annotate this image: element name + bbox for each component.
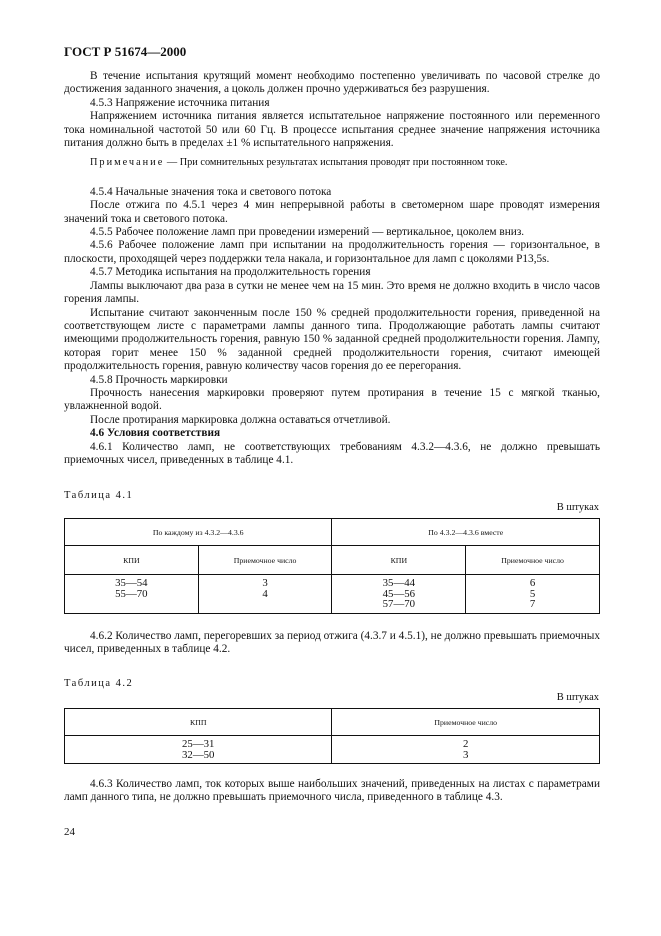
section-4-5-8-heading: 4.5.8 Прочность маркировки bbox=[90, 373, 228, 386]
table-cell: 55—70 bbox=[115, 587, 148, 600]
note-text: — При сомнительных результатах испытания проводят при постоянном токе. bbox=[164, 157, 508, 169]
table-4-1-unit: В штуках bbox=[556, 502, 599, 513]
table-cell: 32—50 bbox=[182, 748, 215, 761]
table-cell: 45—56 bbox=[382, 587, 416, 600]
section-4-5-5: 4.5.5 Рабочее положение ламп при проведении измерений — вертикальное, цоколем вниз. bbox=[90, 226, 525, 239]
page-number: 24 bbox=[64, 826, 75, 838]
table-4-2 bbox=[64, 708, 600, 764]
table-cell: 5 bbox=[529, 587, 536, 600]
table-4-1 bbox=[64, 518, 600, 614]
table-cell: 7 bbox=[529, 598, 536, 610]
table-cell: 35—44 bbox=[382, 577, 416, 589]
table-4-1-right-kpi-cell bbox=[332, 575, 466, 614]
paragraph-marking-legible: После протирания маркировка должна оставаться отчетливой. bbox=[90, 413, 391, 426]
document-header: ГОСТ Р 51674—2000 bbox=[64, 44, 187, 59]
table-4-2-col-kpp: КПП bbox=[65, 709, 332, 736]
paragraph-initial-values: После отжига по 4.5.1 через 4 мин непрерывной работы в светомерном шаре проводят измерения значений тока и светового потока. bbox=[64, 199, 600, 225]
table-4-2-kpp-cell bbox=[65, 736, 332, 764]
table-cell: 25—31 bbox=[182, 738, 215, 750]
paragraph-torque: В течение испытания крутящий момент необходимо постепенно увеличивать по часовой стрелке до достижения заданного значения, а цоколь должен прочно удерживаться без разрушения. bbox=[64, 70, 600, 96]
table-4-1-group-left: По каждому из 4.3.2—4.3.6 bbox=[65, 519, 332, 546]
table-cell: 3 bbox=[262, 577, 268, 589]
table-cell: 6 bbox=[529, 577, 536, 589]
paragraph-lamps-off: Лампы выключают два раза в сутки не менее чем на 15 мин. Это время не должно входить в число часов горения лампы. bbox=[64, 279, 600, 306]
table-4-1-left-accept-cell bbox=[198, 575, 332, 614]
table-4-1-col-kpi-right: КПИ bbox=[332, 546, 466, 575]
section-4-6-heading: 4.6 Условия соответствия bbox=[90, 427, 221, 440]
table-cell: 35—54 bbox=[115, 577, 148, 589]
table-cell: 57—70 bbox=[382, 598, 416, 610]
table-4-1-col-kpi-left: КПИ bbox=[65, 546, 199, 575]
table-4-1-right-accept-cell bbox=[466, 575, 600, 614]
section-4-5-7-heading: 4.5.7 Методика испытания на продолжительность горения bbox=[90, 266, 371, 279]
paragraph-marking-durability: Прочность нанесения маркировки проверяют путем протирания в течение 15 с мягкой тканью, увлажненной водой. bbox=[64, 386, 600, 413]
paragraph-voltage: Напряжением источника питания является испытательное напряжение постоянного или переменного тока номинальной частотой 50 или 60 Гц. В процессе испытания среднее значение напряжения источника питания должно быть в пределах ±1 % испытательного напряжения. bbox=[64, 110, 600, 150]
table-4-2-accept-cell bbox=[332, 736, 600, 764]
table-4-1-group-right: По 4.3.2—4.3.6 вместе bbox=[332, 519, 600, 546]
section-4-5-6: 4.5.6 Рабочее положение ламп при испытании на продолжительность горения — горизонтальное, в плоскости, проходящей через поддержки тела накала, и горизонтальное для ламп с цоколями Р13,5s. bbox=[64, 239, 600, 265]
paragraph-test-complete: Испытание считают законченным после 150 % средней продолжительности горения, приведенной на соответствующем листе с параметрами лампы данного типа. Продолжающие работать лампы считают имеющими продолжительность горения, равную 150 % заданной средней продолжительности горения. Лампу, которая горит менее 150 % заданной средней продолжительности горения, считают имеющей продолжительность горения, равную количеству часов горения до ее перегорания. bbox=[64, 306, 600, 373]
table-cell: 2 bbox=[463, 738, 469, 750]
section-4-5-4-heading: 4.5.4 Начальные значения тока и светового потока bbox=[90, 185, 332, 198]
table-4-2-caption: Таблица 4.2 bbox=[64, 678, 134, 689]
body-text bbox=[64, 70, 600, 467]
table-4-1-left-kpi-cell bbox=[65, 575, 199, 614]
section-4-6-2: 4.6.2 Количество ламп, перегоревших за период отжига (4.3.7 и 4.5.1), не должно превышать приемочных чисел, приведенных в таблице 4.2. bbox=[64, 630, 600, 656]
table-4-2-col-accept: Приемочное число bbox=[332, 709, 600, 736]
table-4-2-unit: В штуках bbox=[556, 692, 599, 703]
table-4-1-col-accept-left: Приемочное число bbox=[198, 546, 332, 575]
section-4-5-3-heading: 4.5.3 Напряжение источника питания bbox=[90, 96, 270, 109]
note bbox=[64, 156, 600, 169]
table-4-1-col-accept-right: Приемочное число bbox=[466, 546, 600, 575]
table-cell: 4 bbox=[262, 587, 268, 600]
section-4-6-1: 4.6.1 Количество ламп, не соответствующих требованиям 4.3.2—4.3.6, не должно превышать приемочных чисел, приведенных в таблице 4.1. bbox=[64, 440, 600, 466]
note-label: Примечание bbox=[90, 157, 165, 169]
table-cell: 3 bbox=[463, 748, 469, 761]
table-4-1-caption: Таблица 4.1 bbox=[64, 490, 134, 501]
section-4-6-3: 4.6.3 Количество ламп, ток которых выше наибольших значений, приведенных на листах с параметрами ламп данного типа, не должно превышать приемочного числа, приведенного в таблице 4.3. bbox=[64, 778, 600, 804]
